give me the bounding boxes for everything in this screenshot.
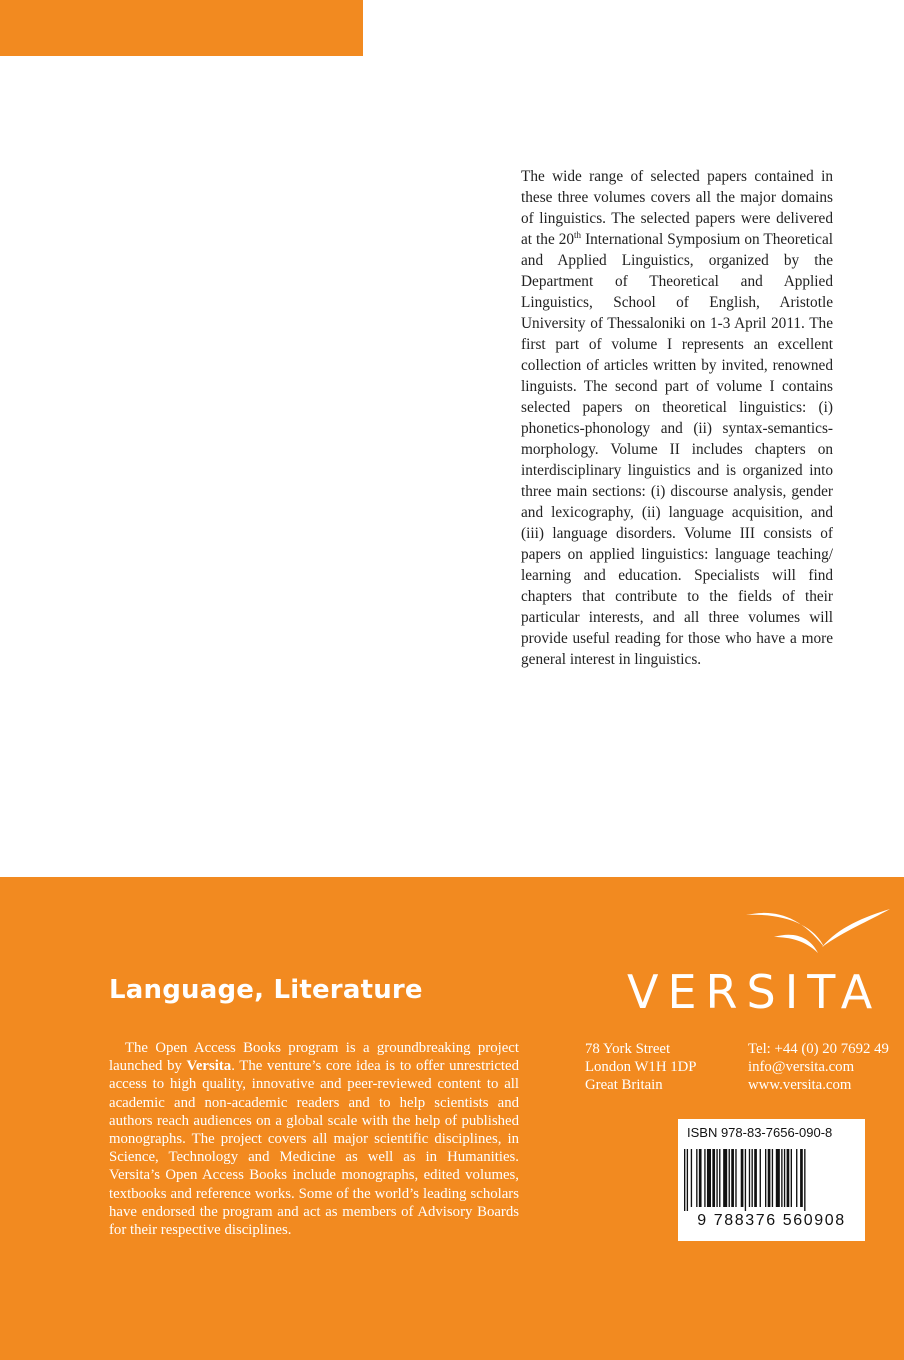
contact-phone: Tel: +44 (0) 20 7692 49 [748, 1041, 889, 1057]
barcode-bar [776, 1149, 780, 1207]
isbn-digits: 9 788376 560908 [697, 1212, 846, 1229]
barcode-bar [745, 1149, 746, 1211]
barcode-bar [687, 1149, 688, 1211]
book-description [521, 166, 833, 670]
series-title: Language, Literature [109, 975, 423, 1005]
contact-website: www.versita.com [748, 1077, 852, 1094]
contact-email: info@versita.com [748, 1059, 855, 1076]
barcode-bar [684, 1149, 685, 1211]
address-line: London W1H 1DP [585, 1059, 697, 1076]
barcode-bar [696, 1149, 697, 1207]
barcode-bar [704, 1149, 705, 1207]
barcode-bar [804, 1149, 805, 1211]
barcode-bar [800, 1149, 803, 1207]
barcode-bar [691, 1149, 692, 1207]
versita-logo-text: VERSITA [627, 965, 882, 1019]
barcode-bar [712, 1149, 715, 1207]
barcode-bar [719, 1149, 720, 1207]
barcode-bar [768, 1149, 771, 1207]
isbn-barcode-box [678, 1119, 865, 1241]
oab-text-1: The Open Access Books program is a groundbreaking project launched by [109, 1040, 519, 1075]
barcode-bar [699, 1149, 702, 1207]
barcode-bar [723, 1149, 727, 1207]
barcode-bar [781, 1149, 782, 1207]
oab-brand: Versita [186, 1058, 232, 1075]
barcode-bar [707, 1149, 711, 1207]
ordinal-suffix: th [574, 229, 582, 240]
barcode-bar [735, 1149, 736, 1207]
open-access-description [109, 1039, 519, 1239]
barcode-bar [765, 1149, 766, 1207]
address-line: 78 York Street [585, 1041, 671, 1057]
top-accent-bar [0, 0, 363, 56]
description-part-2: International Symposium on Theoretical and Applied Linguistics, organized by the Department of Theoretical and Applied Linguistics, School of English, Aristotle University of Thessaloniki on 1-3 April 2011. The first part of volume I represents an excellent collection of articles written by invited, renowned linguists. The second part of volume I contains selected papers on theoretical linguistics: (i) phonetics-phonology and (ii) syntax-semantics-morphology. Volume II includes chapters on interdisciplinary linguistics and is organized into three main sections: (i) discourse analysis, gender and lexicography, (ii) language acquisition, and (iii) language disorders. Volume III consists of papers on applied linguistics: language teaching/ learning and education. Specialists will find chapters that contribute to the fields of their particular interests, and all three volumes will provide useful reading for those who have a more general interest in linguistics. [521, 231, 833, 668]
barcode-image [684, 1149, 859, 1211]
barcode-bar [784, 1149, 785, 1207]
barcode-bar [787, 1149, 790, 1207]
address-line: Great Britain [585, 1077, 663, 1094]
oab-text-2: . The venture’s core idea is to offer unrestricted access to high quality, innovative and peer-reviewed content to all academic and non-academic readers and to help scientists and authors reach audiences on a global scale with the help of published monographs. The project covers all major scientific disciplines, in Science, Technology and Medicine as well as in Humanities. Versita’s Open Access Books include monographs, edited volumes, textbooks and reference works. Some of the world’s leading scholars have endorsed the program and act as members of Advisory Boards for their respective disciplines. [109, 1058, 519, 1239]
barcode-bar [791, 1149, 792, 1207]
description-part-1: The wide range of selected papers contained in these three volumes covers all the major domains of linguistics. The selected papers were delivered at the 20 [521, 168, 833, 248]
publisher-panel [0, 877, 904, 1360]
versita-bird-logo-icon [744, 907, 894, 967]
publisher-contact [748, 1040, 889, 1095]
barcode-bar [760, 1149, 761, 1207]
barcode-bar [772, 1149, 773, 1207]
barcode-bar [796, 1149, 797, 1207]
publisher-address [585, 1040, 697, 1095]
barcode-bar [716, 1149, 717, 1207]
barcode-bar [741, 1149, 744, 1207]
barcode-bar [752, 1149, 753, 1207]
barcode-bar [749, 1149, 750, 1207]
isbn-label: ISBN 978-83-7656-090-8 [687, 1125, 833, 1140]
barcode-bar [754, 1149, 757, 1207]
barcode-bar [729, 1149, 730, 1207]
barcode-bar [731, 1149, 734, 1207]
